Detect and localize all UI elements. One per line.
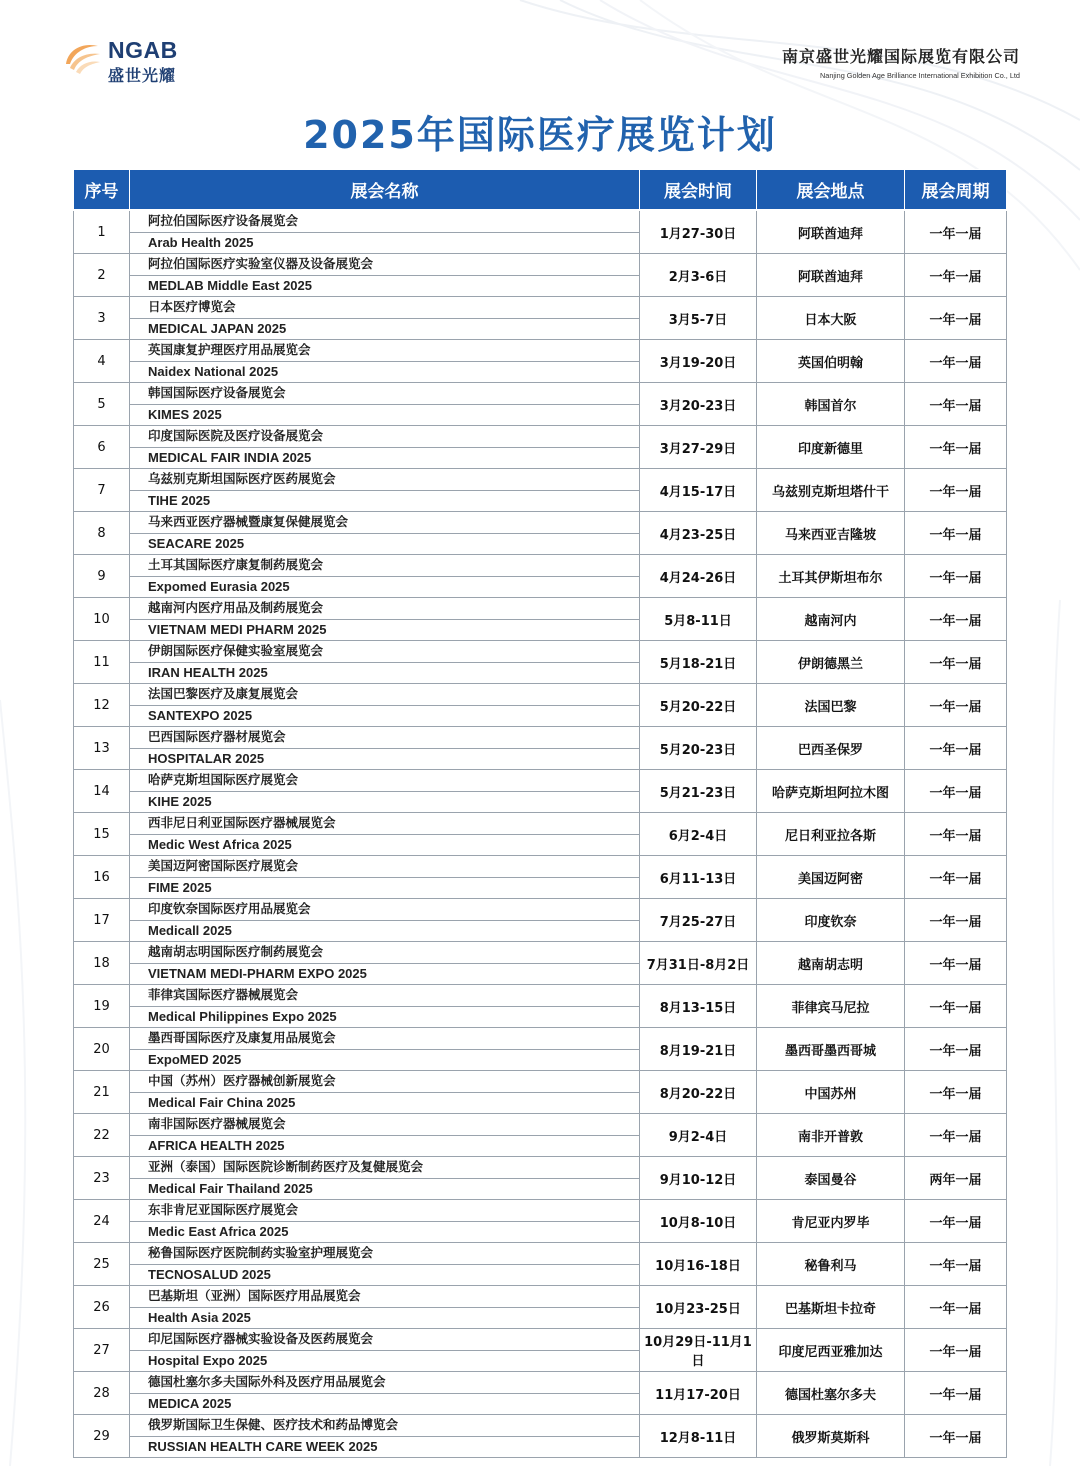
exhibition-date: 11月17-20日	[640, 1372, 757, 1415]
exhibition-name-en: Expomed Eurasia 2025	[148, 578, 290, 594]
exhibition-name-en: SANTEXPO 2025	[148, 707, 253, 723]
exhibition-name-cn: 英国康复护理医疗用品展览会	[130, 340, 639, 362]
row-number: 24	[74, 1200, 130, 1243]
exhibition-cycle: 一年一届	[905, 727, 1007, 770]
exhibition-place: 阿联酋迪拜	[757, 254, 905, 297]
exhibition-date: 3月20-23日	[640, 383, 757, 426]
exhibition-name-en: Medic East Africa 2025	[148, 1223, 289, 1239]
exhibition-place: 印度尼西亚雅加达	[757, 1329, 905, 1372]
table-row	[74, 1286, 1007, 1329]
exhibition-place: 尼日利亚拉各斯	[757, 813, 905, 856]
table-row	[74, 512, 1007, 555]
exhibition-cycle: 一年一届	[905, 985, 1007, 1028]
table-row	[74, 1415, 1007, 1458]
exhibition-date: 4月23-25日	[640, 512, 757, 555]
exhibition-cycle: 一年一届	[905, 856, 1007, 899]
exhibition-place: 阿联酋迪拜	[757, 210, 905, 254]
exhibition-name-en: Health Asia 2025	[148, 1309, 251, 1325]
exhibition-name-cell	[130, 856, 640, 899]
exhibition-cycle: 一年一届	[905, 770, 1007, 813]
column-header-name: 展会名称	[130, 170, 640, 211]
exhibition-name-en: VIETNAM MEDI PHARM 2025	[148, 621, 327, 637]
table-row	[74, 684, 1007, 727]
column-header-date: 展会时间	[640, 170, 757, 211]
exhibition-name-cn: 墨西哥国际医疗及康复用品展览会	[130, 1028, 639, 1050]
exhibition-name-en: KIHE 2025	[148, 793, 212, 809]
exhibition-cycle: 一年一届	[905, 899, 1007, 942]
exhibition-place: 俄罗斯莫斯科	[757, 1415, 905, 1458]
exhibition-name-en: Naidex National 2025	[148, 363, 279, 379]
exhibition-name-en: Medical Philippines Expo 2025	[148, 1008, 337, 1024]
logo-swoosh-icon	[62, 38, 102, 78]
exhibition-cycle: 一年一届	[905, 942, 1007, 985]
exhibition-date: 12月8-11日	[640, 1415, 757, 1458]
exhibition-name-en: TIHE 2025	[148, 492, 211, 508]
exhibition-name-cn: 西非尼日利亚国际医疗器械展览会	[130, 813, 639, 835]
row-number: 16	[74, 856, 130, 899]
exhibition-name-cell	[130, 555, 640, 598]
column-header-cycle: 展会周期	[905, 170, 1007, 211]
exhibition-place: 巴西圣保罗	[757, 727, 905, 770]
exhibition-cycle: 一年一届	[905, 641, 1007, 684]
exhibition-date: 3月27-29日	[640, 426, 757, 469]
exhibition-name-cn: 法国巴黎医疗及康复展览会	[130, 684, 639, 706]
exhibition-name-cell	[130, 254, 640, 297]
exhibition-date: 5月8-11日	[640, 598, 757, 641]
row-number: 6	[74, 426, 130, 469]
exhibition-place: 印度新德里	[757, 426, 905, 469]
exhibition-name-en: Medical Fair China 2025	[148, 1094, 296, 1110]
exhibition-date: 8月20-22日	[640, 1071, 757, 1114]
company-name-en: Nanjing Golden Age Brilliance International Exhibition Co., Ltd	[820, 71, 1020, 80]
exhibition-name-en: MEDICA 2025	[148, 1395, 232, 1411]
exhibition-cycle: 一年一届	[905, 1028, 1007, 1071]
table-row	[74, 210, 1007, 254]
exhibition-name-cell	[130, 1071, 640, 1114]
table-row	[74, 942, 1007, 985]
row-number: 23	[74, 1157, 130, 1200]
exhibition-date: 10月16-18日	[640, 1243, 757, 1286]
exhibition-name-en: HOSPITALAR 2025	[148, 750, 265, 766]
table-row	[74, 899, 1007, 942]
exhibition-name-cn: 菲律宾国际医疗器械展览会	[130, 985, 639, 1007]
table-row	[74, 297, 1007, 340]
exhibition-name-en: TECNOSALUD 2025	[148, 1266, 271, 1282]
exhibition-name-cell	[130, 1200, 640, 1243]
exhibition-place: 哈萨克斯坦阿拉木图	[757, 770, 905, 813]
page-title: 2025年国际医疗展览计划	[303, 113, 777, 157]
exhibition-place: 法国巴黎	[757, 684, 905, 727]
exhibition-date: 9月2-4日	[640, 1114, 757, 1157]
row-number: 26	[74, 1286, 130, 1329]
exhibition-name-cell	[130, 899, 640, 942]
exhibition-cycle: 一年一届	[905, 426, 1007, 469]
exhibition-cycle: 一年一届	[905, 1329, 1007, 1372]
row-number: 29	[74, 1415, 130, 1458]
exhibition-date: 3月19-20日	[640, 340, 757, 383]
exhibition-name-en: Medic West Africa 2025	[148, 836, 292, 852]
exhibition-date: 10月23-25日	[640, 1286, 757, 1329]
row-number: 20	[74, 1028, 130, 1071]
exhibition-name-cell	[130, 1114, 640, 1157]
exhibition-date: 7月25-27日	[640, 899, 757, 942]
table-row	[74, 985, 1007, 1028]
exhibition-name-en: VIETNAM MEDI-PHARM EXPO 2025	[148, 965, 367, 981]
exhibition-cycle: 一年一届	[905, 813, 1007, 856]
exhibition-place: 日本大阪	[757, 297, 905, 340]
row-number: 14	[74, 770, 130, 813]
exhibition-date: 10月8-10日	[640, 1200, 757, 1243]
row-number: 15	[74, 813, 130, 856]
row-number: 5	[74, 383, 130, 426]
exhibition-date: 6月11-13日	[640, 856, 757, 899]
exhibition-name-en: IRAN HEALTH 2025	[148, 664, 268, 680]
column-header-number: 序号	[74, 170, 130, 211]
exhibition-cycle: 一年一届	[905, 469, 1007, 512]
exhibition-name-cn: 俄罗斯国际卫生保健、医疗技术和药品博览会	[130, 1415, 639, 1437]
exhibition-name-cn: 巴基斯坦（亚洲）国际医疗用品展览会	[130, 1286, 639, 1308]
table-body	[74, 210, 1007, 1458]
table-row	[74, 641, 1007, 684]
exhibition-name-cn: 南非国际医疗器械展览会	[130, 1114, 639, 1136]
exhibition-cycle: 一年一届	[905, 598, 1007, 641]
exhibition-name-en: FIME 2025	[148, 879, 212, 895]
exhibition-date: 5月18-21日	[640, 641, 757, 684]
row-number: 25	[74, 1243, 130, 1286]
exhibition-cycle: 一年一届	[905, 210, 1007, 254]
exhibition-name-cn: 越南胡志明国际医疗制药展览会	[130, 942, 639, 964]
exhibition-name-cell	[130, 426, 640, 469]
table-row	[74, 1200, 1007, 1243]
exhibition-name-cell	[130, 297, 640, 340]
exhibition-date: 8月13-15日	[640, 985, 757, 1028]
table-row	[74, 340, 1007, 383]
exhibition-cycle: 两年一届	[905, 1157, 1007, 1200]
exhibition-place: 乌兹别克斯坦塔什干	[757, 469, 905, 512]
exhibition-name-cell	[130, 512, 640, 555]
table-row	[74, 426, 1007, 469]
exhibition-place: 伊朗德黑兰	[757, 641, 905, 684]
ngab-logo	[62, 36, 202, 86]
exhibition-cycle: 一年一届	[905, 1114, 1007, 1157]
exhibition-cycle: 一年一届	[905, 1071, 1007, 1114]
row-number: 3	[74, 297, 130, 340]
exhibition-place: 肯尼亚内罗毕	[757, 1200, 905, 1243]
exhibition-name-en: KIMES 2025	[148, 406, 222, 422]
row-number: 10	[74, 598, 130, 641]
exhibition-name-en: AFRICA HEALTH 2025	[148, 1137, 285, 1153]
exhibition-name-cell	[130, 340, 640, 383]
exhibition-name-cell	[130, 1243, 640, 1286]
table-row	[74, 1243, 1007, 1286]
exhibition-place: 越南胡志明	[757, 942, 905, 985]
exhibition-name-cn: 德国杜塞尔多夫国际外科及医疗用品展览会	[130, 1372, 639, 1394]
exhibition-cycle: 一年一届	[905, 297, 1007, 340]
exhibition-date: 7月31日-8月2日	[640, 942, 757, 985]
exhibition-date: 5月21-23日	[640, 770, 757, 813]
company-name-cn: 南京盛世光耀国际展览有限公司	[781, 47, 1020, 66]
exhibition-date: 6月2-4日	[640, 813, 757, 856]
exhibition-name-cell	[130, 641, 640, 684]
column-header-place: 展会地点	[757, 170, 905, 211]
exhibition-name-cn: 阿拉伯国际医疗设备展览会	[130, 211, 639, 233]
table-row	[74, 1071, 1007, 1114]
row-number: 19	[74, 985, 130, 1028]
exhibition-cycle: 一年一届	[905, 1415, 1007, 1458]
exhibition-name-cn: 马来西亚医疗器械暨康复保健展览会	[130, 512, 639, 534]
row-number: 9	[74, 555, 130, 598]
exhibition-name-cn: 印度国际医院及医疗设备展览会	[130, 426, 639, 448]
exhibition-name-cn: 印尼国际医疗器械实验设备及医药展览会	[130, 1329, 639, 1351]
row-number: 1	[74, 210, 130, 254]
exhibition-name-cell	[130, 1415, 640, 1458]
exhibition-name-cn: 亚洲（泰国）国际医院诊断制药医疗及复健展览会	[130, 1157, 639, 1179]
exhibition-place: 印度钦奈	[757, 899, 905, 942]
exhibition-name-cell	[130, 942, 640, 985]
exhibition-name-cn: 美国迈阿密国际医疗展览会	[130, 856, 639, 878]
table-row	[74, 1372, 1007, 1415]
exhibition-name-cell	[130, 684, 640, 727]
page-header	[0, 0, 1080, 100]
exhibition-cycle: 一年一届	[905, 684, 1007, 727]
row-number: 17	[74, 899, 130, 942]
row-number: 28	[74, 1372, 130, 1415]
exhibition-name-cell	[130, 985, 640, 1028]
exhibition-name-cell	[130, 1329, 640, 1372]
exhibition-place: 土耳其伊斯坦布尔	[757, 555, 905, 598]
exhibition-name-en: MEDLAB Middle East 2025	[148, 277, 312, 293]
exhibition-place: 墨西哥墨西哥城	[757, 1028, 905, 1071]
exhibition-cycle: 一年一届	[905, 383, 1007, 426]
exhibition-date: 1月27-30日	[640, 210, 757, 254]
table-row	[74, 1114, 1007, 1157]
table-row	[74, 727, 1007, 770]
exhibition-cycle: 一年一届	[905, 340, 1007, 383]
exhibition-cycle: 一年一届	[905, 1243, 1007, 1286]
exhibition-place: 菲律宾马尼拉	[757, 985, 905, 1028]
table-row	[74, 856, 1007, 899]
exhibition-name-cn: 韩国国际医疗设备展览会	[130, 383, 639, 405]
row-number: 2	[74, 254, 130, 297]
exhibition-schedule-table	[73, 169, 1007, 1458]
exhibition-date: 5月20-22日	[640, 684, 757, 727]
table-header-row	[74, 170, 1007, 211]
exhibition-place: 韩国首尔	[757, 383, 905, 426]
exhibition-date: 2月3-6日	[640, 254, 757, 297]
exhibition-name-cn: 东非肯尼亚国际医疗展览会	[130, 1200, 639, 1222]
exhibition-name-cell	[130, 469, 640, 512]
table-row	[74, 770, 1007, 813]
exhibition-name-en: Hospital Expo 2025	[148, 1352, 268, 1368]
logo-text-cn: 盛世光耀	[108, 66, 177, 85]
exhibition-name-en: RUSSIAN HEALTH CARE WEEK 2025	[148, 1438, 378, 1454]
exhibition-name-cn: 秘鲁国际医疗医院制药实验室护理展览会	[130, 1243, 639, 1265]
table-row	[74, 813, 1007, 856]
row-number: 21	[74, 1071, 130, 1114]
exhibition-date: 9月10-12日	[640, 1157, 757, 1200]
company-info	[782, 44, 1020, 80]
table-row	[74, 1329, 1007, 1372]
exhibition-place: 越南河内	[757, 598, 905, 641]
table-row	[74, 1028, 1007, 1071]
exhibition-name-en: MEDICAL JAPAN 2025	[148, 320, 287, 336]
exhibition-place: 马来西亚吉隆坡	[757, 512, 905, 555]
exhibition-place: 秘鲁利马	[757, 1243, 905, 1286]
exhibition-date: 8月19-21日	[640, 1028, 757, 1071]
exhibition-date: 10月29日-11月1日	[640, 1329, 757, 1372]
exhibition-name-en: Medical Fair Thailand 2025	[148, 1180, 313, 1196]
exhibition-cycle: 一年一届	[905, 1286, 1007, 1329]
row-number: 11	[74, 641, 130, 684]
exhibition-name-cn: 伊朗国际医疗保健实验室展览会	[130, 641, 639, 663]
table-row	[74, 555, 1007, 598]
row-number: 8	[74, 512, 130, 555]
exhibition-cycle: 一年一届	[905, 1372, 1007, 1415]
exhibition-name-en: Arab Health 2025	[148, 234, 254, 250]
exhibition-name-cell	[130, 770, 640, 813]
exhibition-place: 中国苏州	[757, 1071, 905, 1114]
exhibition-name-cn: 阿拉伯国际医疗实验室仪器及设备展览会	[130, 254, 639, 276]
table-row	[74, 1157, 1007, 1200]
row-number: 7	[74, 469, 130, 512]
exhibition-name-en: ExpoMED 2025	[148, 1051, 242, 1067]
exhibition-name-en: MEDICAL FAIR INDIA 2025	[148, 449, 312, 465]
exhibition-name-cn: 土耳其国际医疗康复制药展览会	[130, 555, 639, 577]
exhibition-name-cn: 哈萨克斯坦国际医疗展览会	[130, 770, 639, 792]
exhibition-name-cn: 巴西国际医疗器材展览会	[130, 727, 639, 749]
table-row	[74, 598, 1007, 641]
row-number: 12	[74, 684, 130, 727]
table-row	[74, 254, 1007, 297]
exhibition-name-cell	[130, 210, 640, 254]
row-number: 22	[74, 1114, 130, 1157]
exhibition-date: 4月15-17日	[640, 469, 757, 512]
exhibition-name-cn: 中国（苏州）医疗器械创新展览会	[130, 1071, 639, 1093]
exhibition-name-cell	[130, 1372, 640, 1415]
exhibition-place: 英国伯明翰	[757, 340, 905, 383]
exhibition-name-cn: 日本医疗博览会	[130, 297, 639, 319]
row-number: 18	[74, 942, 130, 985]
exhibition-name-cell	[130, 1157, 640, 1200]
exhibition-cycle: 一年一届	[905, 512, 1007, 555]
exhibition-cycle: 一年一届	[905, 555, 1007, 598]
exhibition-name-en: SEACARE 2025	[148, 535, 245, 551]
exhibition-place: 美国迈阿密	[757, 856, 905, 899]
exhibition-name-cell	[130, 813, 640, 856]
table-row	[74, 383, 1007, 426]
exhibition-name-cell	[130, 598, 640, 641]
exhibition-place: 巴基斯坦卡拉奇	[757, 1286, 905, 1329]
exhibition-date: 5月20-23日	[640, 727, 757, 770]
exhibition-name-cell	[130, 1028, 640, 1071]
exhibition-place: 泰国曼谷	[757, 1157, 905, 1200]
exhibition-name-en: Medicall 2025	[148, 922, 232, 938]
exhibition-date: 4月24-26日	[640, 555, 757, 598]
row-number: 27	[74, 1329, 130, 1372]
logo-text-en: NGAB	[108, 37, 178, 63]
exhibition-cycle: 一年一届	[905, 254, 1007, 297]
exhibition-name-cell	[130, 727, 640, 770]
exhibition-name-cn: 印度钦奈国际医疗用品展览会	[130, 899, 639, 921]
exhibition-cycle: 一年一届	[905, 1200, 1007, 1243]
exhibition-name-cn: 乌兹别克斯坦国际医疗医药展览会	[130, 469, 639, 491]
exhibition-name-cell	[130, 383, 640, 426]
row-number: 13	[74, 727, 130, 770]
exhibition-place: 南非开普敦	[757, 1114, 905, 1157]
row-number: 4	[74, 340, 130, 383]
exhibition-date: 3月5-7日	[640, 297, 757, 340]
exhibition-name-cn: 越南河内医疗用品及制药展览会	[130, 598, 639, 620]
exhibition-name-cell	[130, 1286, 640, 1329]
exhibition-place: 德国杜塞尔多夫	[757, 1372, 905, 1415]
table-row	[74, 469, 1007, 512]
